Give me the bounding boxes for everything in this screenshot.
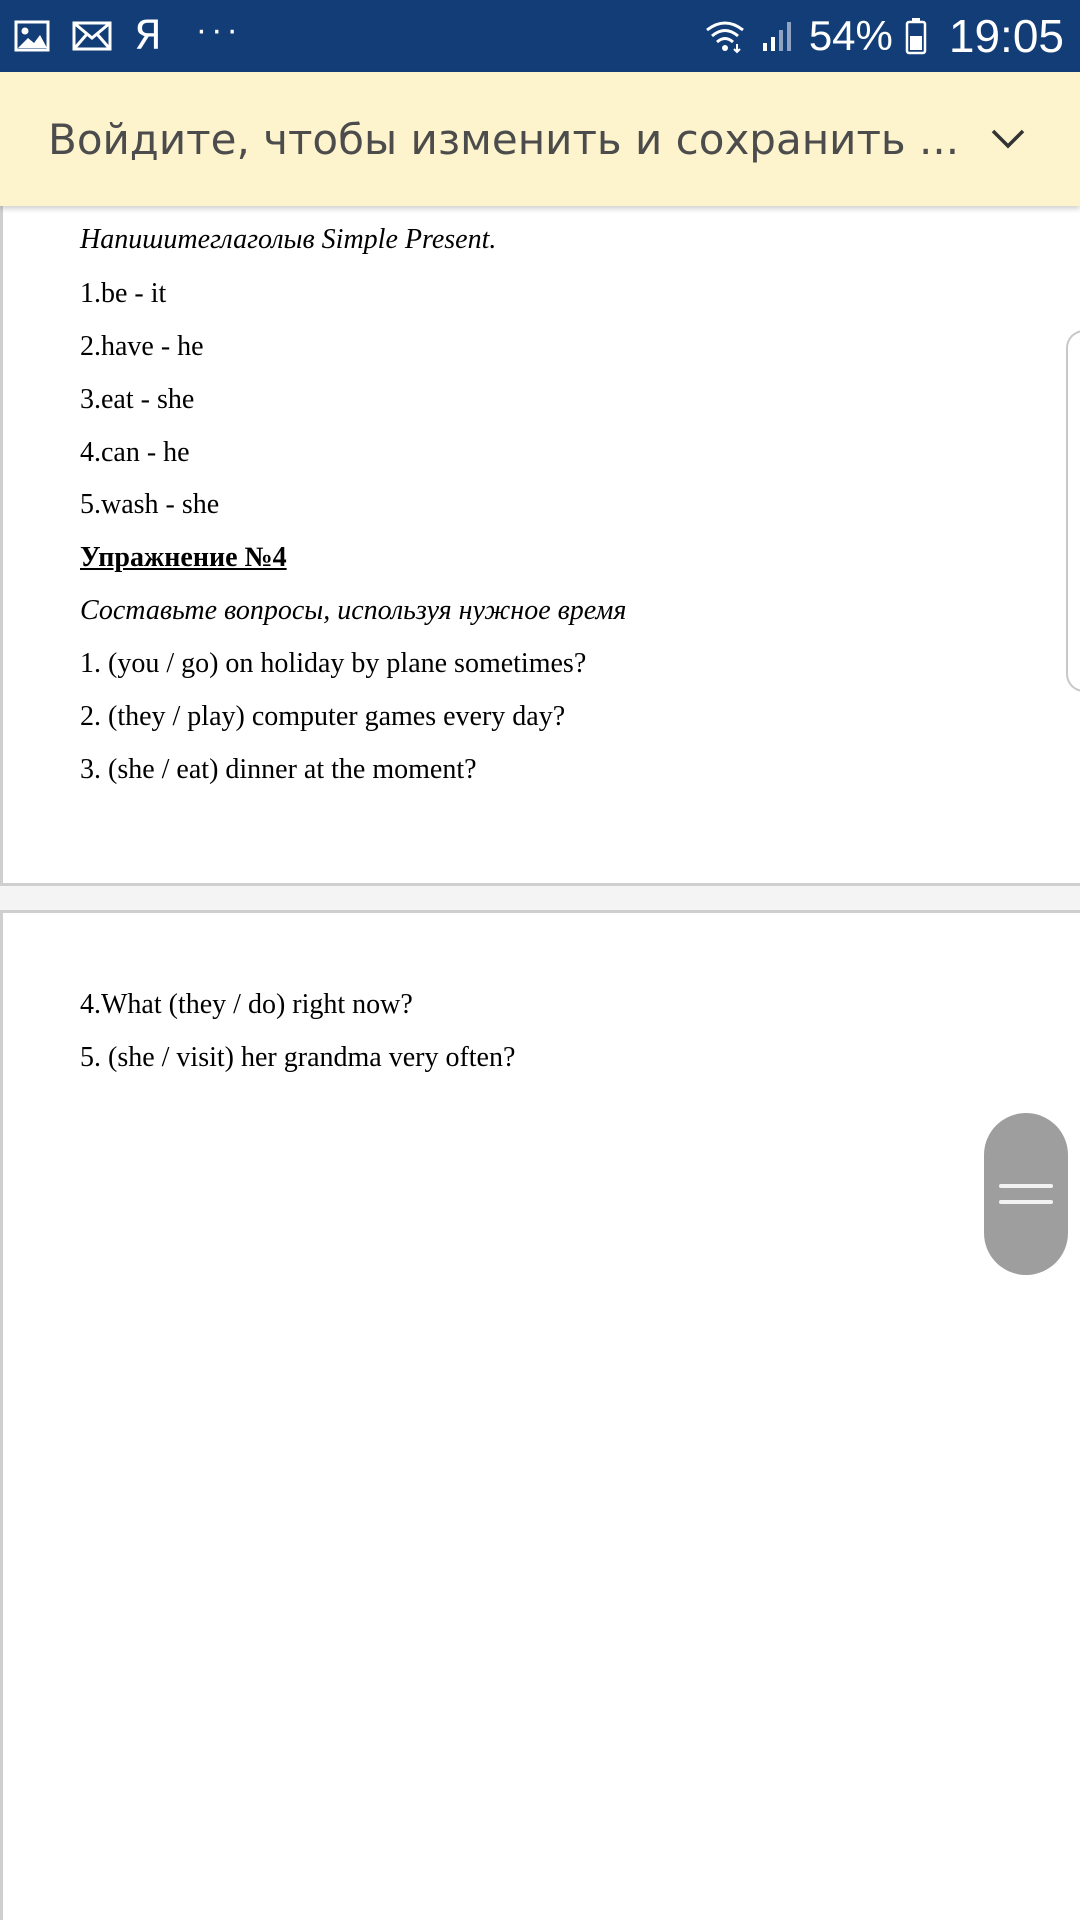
document-line: 2. (they / play) computer games every day? [80,701,566,732]
page-separator [0,886,1080,912]
side-panel-edge[interactable] [1066,330,1080,692]
document-line: 4.can - he [80,437,190,468]
document-line: 3. (she / eat) dinner at the moment? [80,754,477,785]
gallery-icon [14,20,50,52]
instruction-text: Составьте вопросы, используя нужное время [80,595,627,626]
scroll-grip-line [999,1200,1053,1204]
scroll-handle[interactable] [984,1113,1068,1275]
document-line: 4.What (they / do) right now? [80,989,413,1020]
scroll-grip-line [999,1184,1053,1188]
document-line: 5.wash - she [80,489,220,520]
status-bar-right [703,9,1064,63]
more-notifications-icon: ··· [195,11,242,49]
yandex-icon: Я [134,13,162,59]
status-bar [0,0,1080,72]
document-line: 1.be - it [80,278,167,309]
battery-percent: 54% [808,12,893,59]
document-line: 1. (you / go) on holiday by plane sometimes? [80,648,587,679]
exercise-heading: Упражнение №4 [80,542,287,573]
signal-icon [761,19,795,53]
document-line: 3.eat - she [80,384,195,415]
battery-icon [905,17,927,55]
wifi-icon [703,18,747,54]
banner-text[interactable]: Войдите, чтобы изменить и сохранить ... [48,114,960,164]
mail-icon [72,21,112,51]
document-line: 5. (she / visit) her grandma very often? [80,1042,516,1073]
sign-in-banner[interactable] [0,72,1080,206]
instruction-text: Напишитеглаголыв Simple Present. [80,224,497,255]
status-bar-left [14,11,242,59]
clock: 19:05 [948,10,1064,62]
document-page-1[interactable] [0,206,1080,886]
document-page-2[interactable] [0,910,1080,1920]
document-line: 2.have - he [80,331,204,362]
chevron-down-icon[interactable] [986,117,1030,161]
